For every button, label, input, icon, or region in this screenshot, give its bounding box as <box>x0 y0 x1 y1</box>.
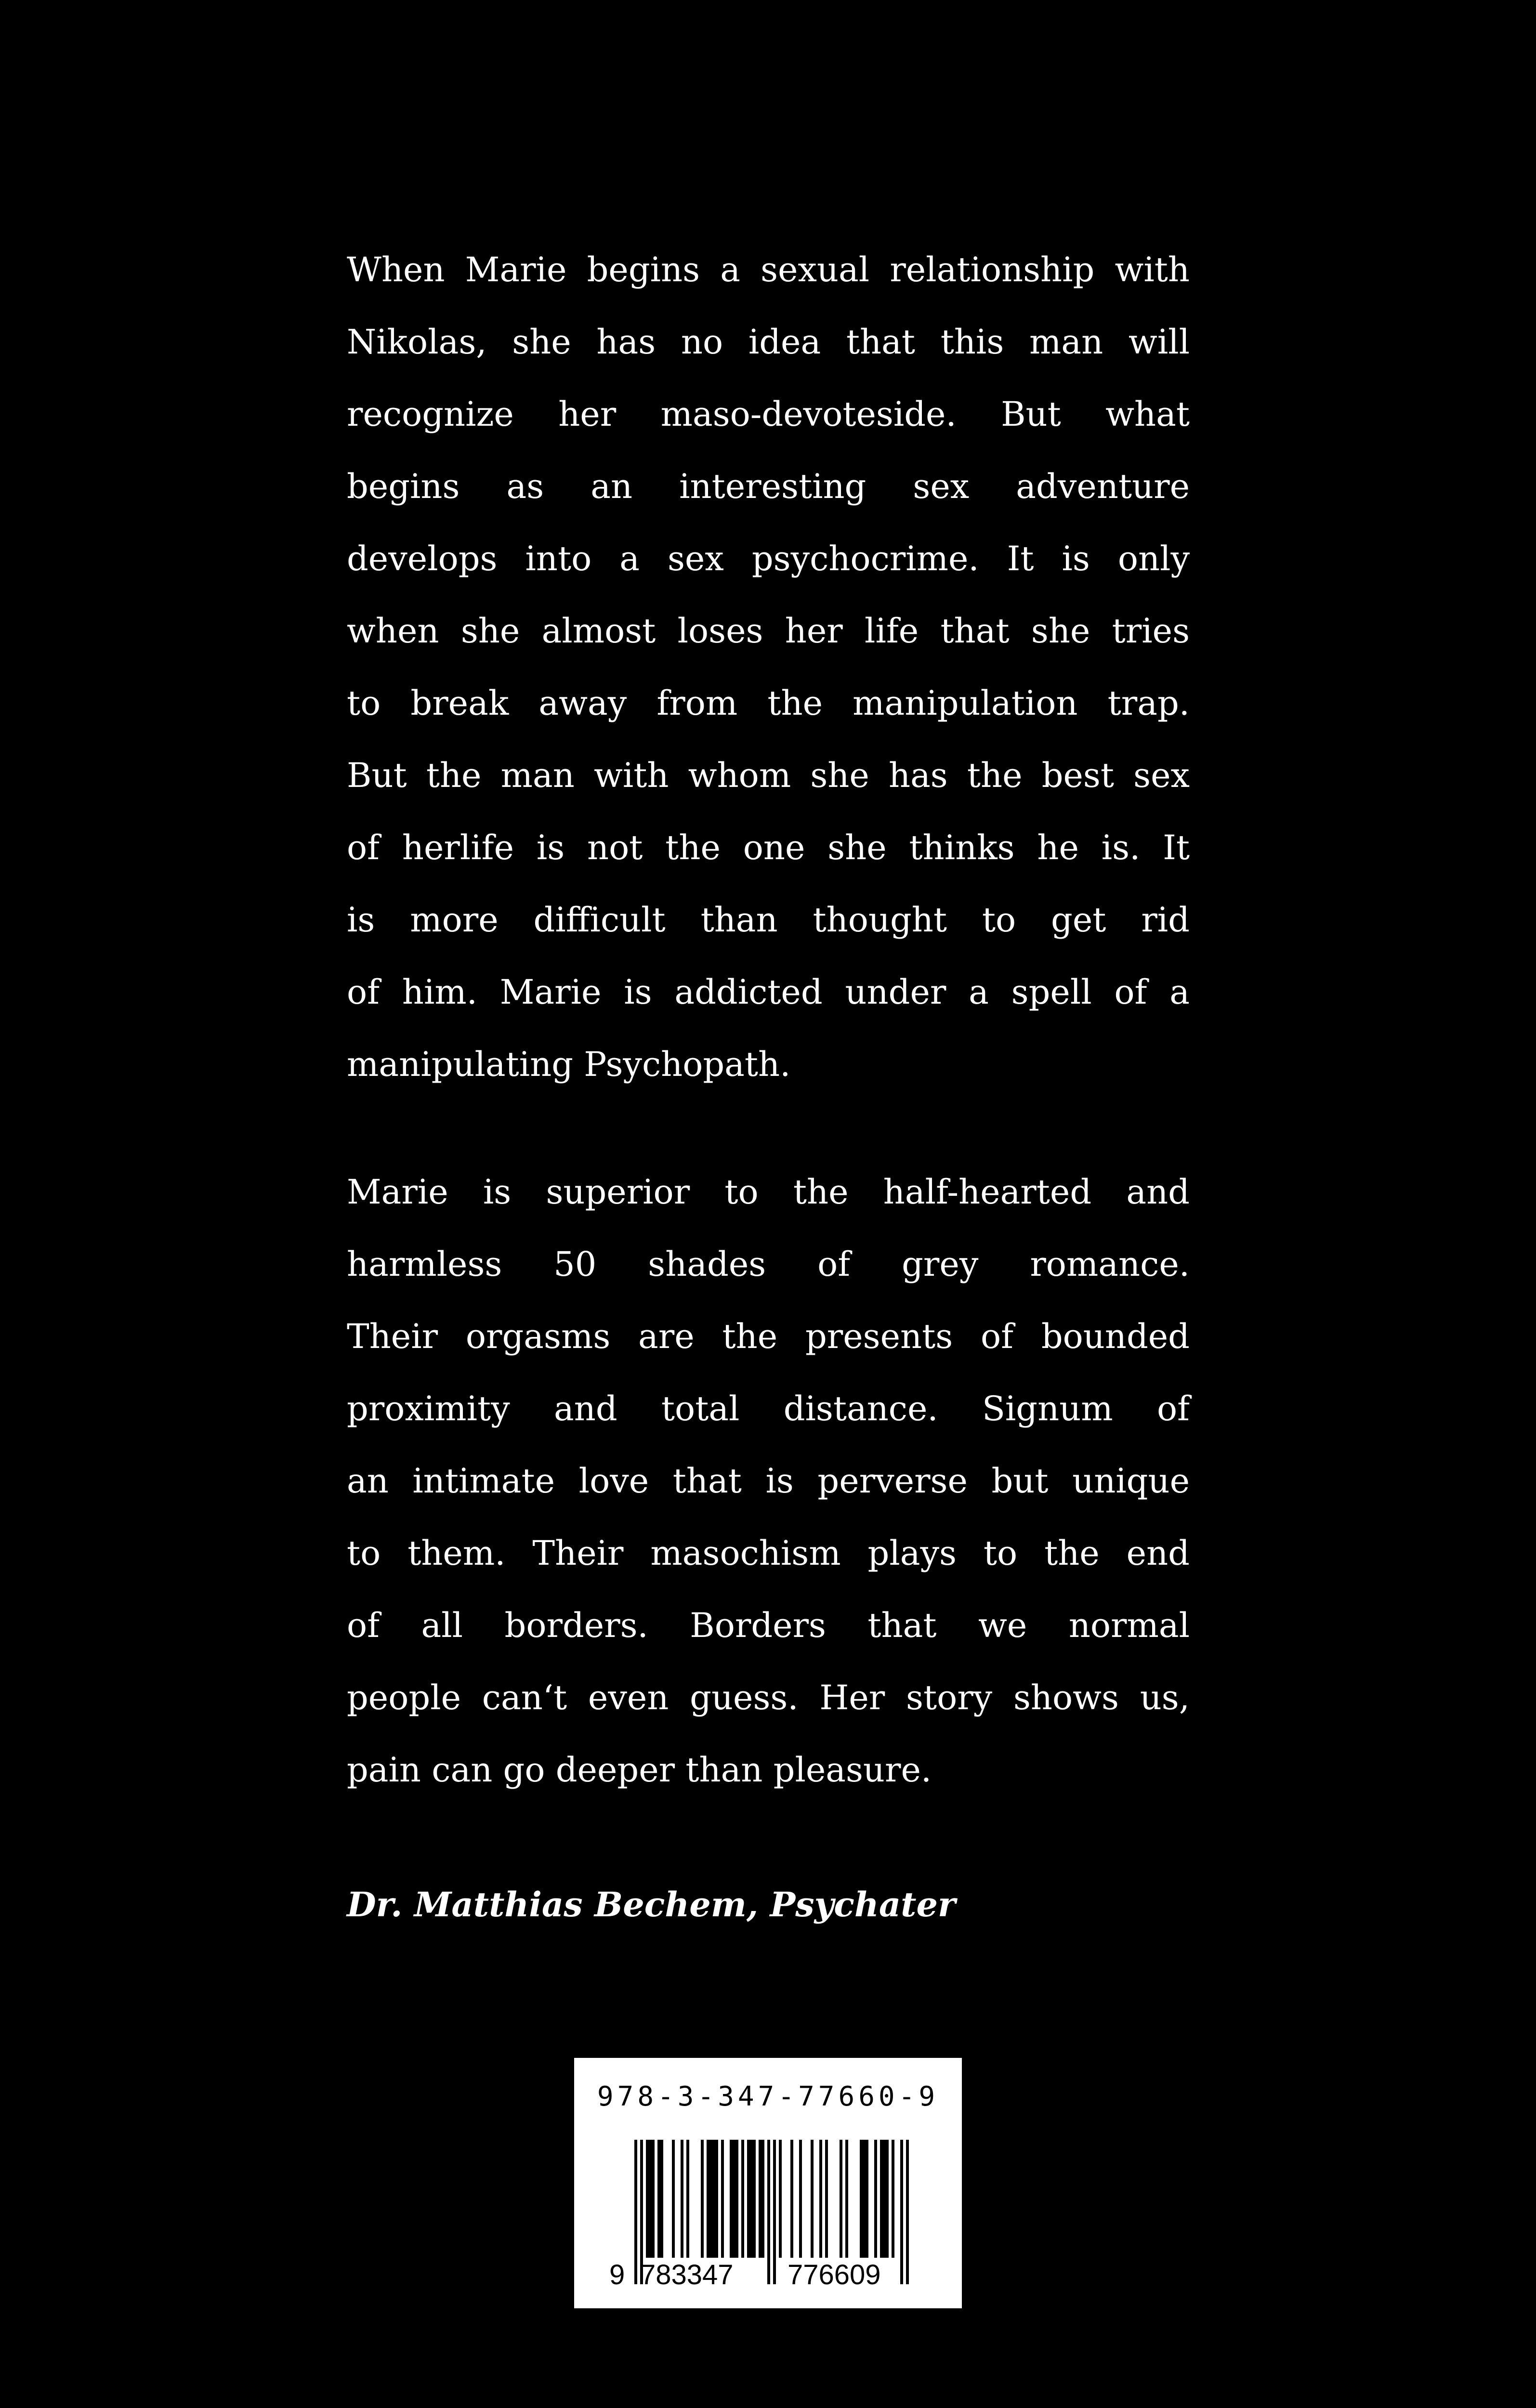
barcode-bar <box>906 2140 909 2284</box>
blurb-line: of herlife is not the one she thinks he is. It <box>347 828 1190 867</box>
barcode-icon <box>605 2140 933 2294</box>
barcode-bar <box>686 2140 689 2258</box>
barcode-bar <box>811 2140 814 2258</box>
barcode-bar <box>886 2140 889 2258</box>
attribution: Dr. Matthias Bechem, Psychater <box>347 1885 956 1924</box>
blurb-paragraph-1 <box>347 234 1190 1100</box>
barcode-bar <box>747 2140 750 2258</box>
blurb-line: But the man with whom she has the best sex <box>347 756 1190 795</box>
barcode-bar <box>733 2140 735 2258</box>
ean-right-group: 776609 <box>788 2259 881 2290</box>
blurb-line: harmless 50 shades of grey romance. <box>347 1244 1190 1284</box>
barcode-bar <box>681 2140 683 2258</box>
barcode-bar <box>767 2140 770 2284</box>
barcode-bar <box>845 2140 848 2258</box>
ean-first-digit: 9 <box>609 2259 625 2290</box>
barcode-bar <box>863 2140 866 2258</box>
barcode-bar <box>735 2140 738 2258</box>
blurb-line: is more difficult than thought to get rid <box>347 900 1190 940</box>
barcode-bar <box>779 2140 782 2258</box>
blurb-line: begins as an interesting sex adventure <box>347 467 1190 506</box>
barcode-bar <box>773 2140 776 2284</box>
barcode-bar <box>860 2140 863 2258</box>
blurb-line: Nikolas, she has no idea that this man will <box>347 322 1190 362</box>
barcode-bar <box>652 2140 655 2258</box>
blurb-line: recognize her maso-devoteside. But what <box>347 394 1190 434</box>
blurb-line: to them. Their masochism plays to the end <box>347 1533 1190 1573</box>
blurb-line: When Marie begins a sexual relationship with <box>347 250 1190 289</box>
barcode-bar <box>646 2140 649 2258</box>
barcode-bar <box>715 2140 718 2258</box>
barcode-bar <box>730 2140 733 2258</box>
barcode-bar <box>840 2140 842 2258</box>
barcode-bar <box>900 2140 903 2284</box>
barcode-bar <box>761 2140 764 2258</box>
blurb-line: develops into a sex psychocrime. It is only <box>347 539 1190 578</box>
blurb-line: people can‘t even guess. Her story shows us, <box>347 1678 1190 1717</box>
blurb-line: Their orgasms are the presents of bounded <box>347 1317 1190 1356</box>
barcode-bar <box>874 2140 877 2258</box>
barcode-bar <box>759 2140 761 2258</box>
blurb-line: proximity and total distance. Signum of <box>347 1389 1190 1428</box>
barcode-bar <box>741 2140 744 2258</box>
blurb-line: manipulating Psychopath. <box>347 1045 791 1084</box>
blurb-line: an intimate love that is perverse but unique <box>347 1461 1190 1501</box>
barcode-bar <box>880 2140 883 2258</box>
barcode-bar <box>825 2140 828 2258</box>
blurb-line: to break away from the manipulation trap. <box>347 683 1190 723</box>
isbn-text: 978-3-347-77660-9 <box>597 2081 939 2112</box>
barcode-bar <box>866 2140 868 2258</box>
blurb-line: pain can go deeper than pleasure. <box>347 1750 932 1790</box>
ean-left-group: 783347 <box>640 2259 734 2290</box>
blurb-paragraph-2 <box>347 1156 1190 1806</box>
barcode-bar <box>790 2140 793 2258</box>
barcode-bar <box>660 2140 663 2258</box>
barcode-bar <box>634 2140 637 2284</box>
barcode-bar <box>750 2140 753 2258</box>
barcode-bar <box>657 2140 660 2258</box>
blurb-line: of all borders. Borders that we normal <box>347 1606 1190 1645</box>
barcode-bar <box>707 2140 709 2258</box>
barcode-bar <box>892 2140 894 2258</box>
isbn-barcode <box>574 2058 962 2308</box>
barcode-bar <box>721 2140 724 2258</box>
barcode-bar <box>672 2140 675 2258</box>
barcode-bar <box>712 2140 715 2258</box>
blurb-line: of him. Marie is addicted under a spell of a <box>347 972 1190 1012</box>
blurb-line: Marie is superior to the half-hearted and <box>347 1172 1190 1212</box>
blurb-line: when she almost loses her life that she tries <box>347 611 1190 651</box>
barcode-bar <box>701 2140 704 2258</box>
barcode-bar <box>799 2140 802 2258</box>
barcode-bar <box>883 2140 886 2258</box>
barcode-bar <box>819 2140 822 2258</box>
barcode-bar <box>753 2140 756 2258</box>
barcode-bar <box>709 2140 712 2258</box>
barcode-bar <box>649 2140 652 2258</box>
